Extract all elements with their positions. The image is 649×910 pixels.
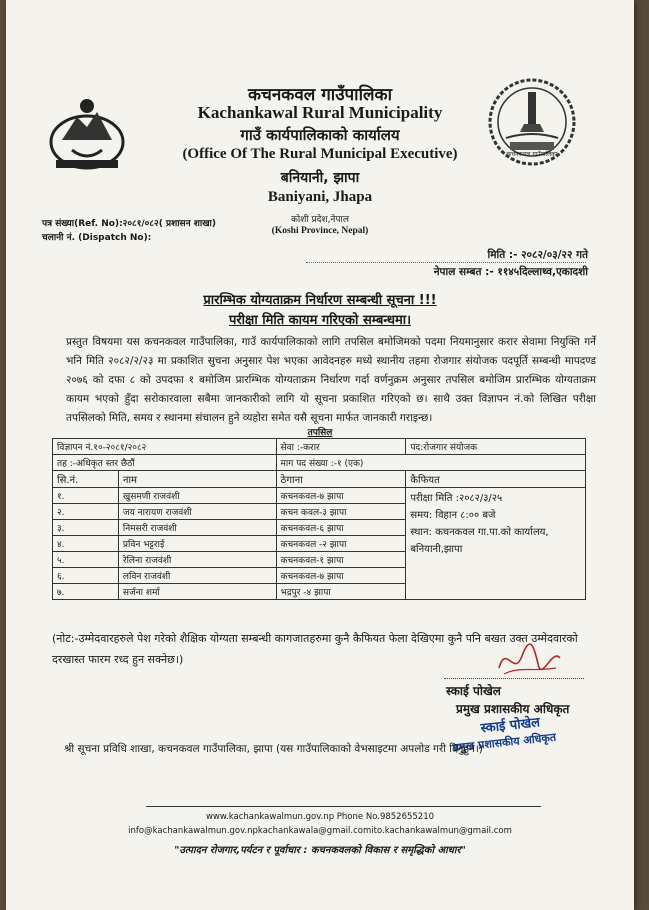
stamp-name: स्काई पोखेल: [479, 715, 541, 737]
logo-caption: कचनकवल गाउँपालिका: [506, 151, 558, 158]
post-name: पद:रोजगार संयोजक: [406, 439, 586, 455]
footer-slogan: "उत्पादन रोजगार,पर्यटन र पूर्वाधार : कचनकवलको विकास र समृद्धिको आधार": [174, 845, 466, 856]
date-divider: [306, 262, 586, 263]
signature-line: [444, 678, 584, 679]
note-text: (नोट:-उम्मेदवारहरुले पेश गरेको शैक्षिक योग्यता सम्बन्धी कागजातहरुमा कुनै कैफियत फेला देखिएमा कुनै पनि बखत उक्त उम्मेदवारको दरखास्त फारम रध्द हुन सक्नेछ।): [52, 632, 578, 666]
signatory-name: स्काई पोखेल: [446, 684, 501, 698]
row-address: कचनकवल -२ झापा: [276, 536, 406, 552]
exam-time: समय: विहान ८:०० बजे: [410, 510, 496, 521]
row-name: जय नारायण राजवंशी: [118, 504, 276, 520]
subject-line-1: प्रारम्भिक योग्यताक्रम निर्धारण सम्बन्धी सूचना !!!: [203, 293, 437, 308]
official-stamp: [450, 712, 578, 767]
exam-place: स्थान: कचनकवल गा.पा.को कार्यालय, बनियानी,झापा: [410, 527, 549, 555]
row-name: सर्जना शर्मा: [118, 584, 276, 600]
footer-email: info@kachankawalmun.gov.npkachankawala@gmail.comito.kachankawalmun@gmail.com: [128, 826, 512, 836]
header-name: नाम: [118, 471, 276, 488]
row-name: लविन राजवंशी: [118, 568, 276, 584]
row-sn: ५.: [53, 552, 119, 568]
row-sn: १.: [53, 488, 119, 504]
municipality-name-np: कचनकवल गाउँपालिका: [248, 85, 392, 105]
place-en: Baniyani, Jhapa: [267, 189, 373, 205]
row-sn: २.: [53, 504, 119, 520]
province-en: (Koshi Province, Nepal): [271, 226, 369, 236]
row-address: कचनकवल-७ झापा: [276, 488, 406, 504]
exam-date: परीक्षा मिति :२०८२/३/२५: [410, 493, 503, 504]
row-sn: ३.: [53, 520, 119, 536]
nepal-sambat-date: नेपाल सम्बत :- ११४५दिल्लाथ्व,एकादशी: [433, 266, 588, 278]
header-remarks: कैफियत: [406, 471, 586, 488]
signatory-title: प्रमुख प्रशासकीय अधिकृत: [456, 702, 570, 716]
ref-number: पत्र संख्या(Ref. No):२०८१/०८२( प्रशासन शाखा): [42, 219, 217, 229]
table-row: [53, 488, 586, 504]
office-name-en: (Office Of The Rural Municipal Executive): [182, 146, 458, 162]
body-paragraph: प्रस्तुत विषयमा यस कचनकवल गाउँपालिका, गाउँ कार्यपालिकाको लागि तपसिल बमोजिमको पदमा नियमानुसार करार सेवामा नियुक्ति गर्ने भनि मिति २०८२/२/२३ मा प्रकाशित सुचना अनुसार पेश भएका आवेदनहरु मध्ये स्थानीय तहमा रोजगार संयोजक पदपूर्ति सम्बन्धी मापदण्ड २०७६ को दफा ८ को उपदफा १ बमोजिम प्रारम्भिक योग्यताक्रम निर्धारण गर्दा वर्णनुक्रम अनुसार तपसिल बमोजिम प्रारम्भिक योग्यताक्रम कायम भएको हुँदा सरोकारवाला सबैमा जानकारीको लागि यो सूचना प्रकाशित गरिएको छ। साथै उक्त विज्ञापन नं.को लिखित परीक्षा तपसिलको मिति, समय र स्थानमा संचालन हुने व्यहोरा समेत यसै सूचना मार्फत जानकारी गराइन्छ।: [66, 336, 596, 424]
row-address: कचनकवल-६ झापा: [276, 520, 406, 536]
footer-divider: [146, 806, 541, 807]
footer-web-phone: www.kachankawalmun.gov.np Phone No.9852655210: [205, 812, 435, 822]
province-np: कोशी प्रदेश,नेपाल: [291, 215, 349, 225]
municipality-name-en: Kachankawal Rural Municipality: [197, 103, 443, 122]
row-name: प्रविन भट्टराई: [118, 536, 276, 552]
ad-number: विज्ञापन नं.१०-२०८१/२०८२: [53, 439, 277, 455]
cc-note: श्री सूचना प्रविधि शाखा, कचनकवल गाउँपालिका, झापा (यस गाउँपालिकाको वेभसाइटमा अपलोड गरी दिनुहुन।): [64, 743, 483, 755]
table-title: तपसिल: [307, 428, 333, 438]
handwritten-signature: [494, 638, 564, 680]
row-sn: ७.: [53, 584, 119, 600]
row-name: निमसरी राजवंशी: [118, 520, 276, 536]
notice-page: [6, 0, 634, 910]
candidate-table: [52, 438, 586, 600]
row-address: कचनकवल-१ झापा: [276, 552, 406, 568]
subject-line-2: परीक्षा मिति कायम गरिएको सम्बन्धमा।: [228, 313, 412, 328]
header-address: ठेगाना: [276, 471, 406, 488]
row-name: रेलिना राजवंशी: [118, 552, 276, 568]
service-type: सेवा :-करार: [276, 439, 406, 455]
row-address: कचन कवल-३ झापा: [276, 504, 406, 520]
row-name: खुसमणी राजवंशी: [118, 488, 276, 504]
header-sn: सि.नं.: [53, 471, 119, 488]
remarks-cell: [406, 488, 586, 600]
row-sn: ६.: [53, 568, 119, 584]
post-level: तह :-अधिकृत स्तर छैठौं: [53, 455, 277, 471]
office-name-np: गाउँ कार्यपालिकाको कार्यालय: [240, 126, 400, 144]
row-address: भद्रपुर -४ झापा: [276, 584, 406, 600]
stamp-title: प्रमुख प्रशासकीय अधिकृत: [451, 730, 557, 755]
date: मिति :- २०८२/०३/२२ गते: [487, 249, 588, 261]
post-count: माग पद संख्या :-१ (एक): [276, 455, 585, 471]
row-address: कचनकवल-७ झापा: [276, 568, 406, 584]
place-np: बनियानी, झापा: [280, 170, 360, 186]
dispatch-number: चलानी नं. (Dispatch No):: [42, 233, 152, 243]
row-sn: ४.: [53, 536, 119, 552]
